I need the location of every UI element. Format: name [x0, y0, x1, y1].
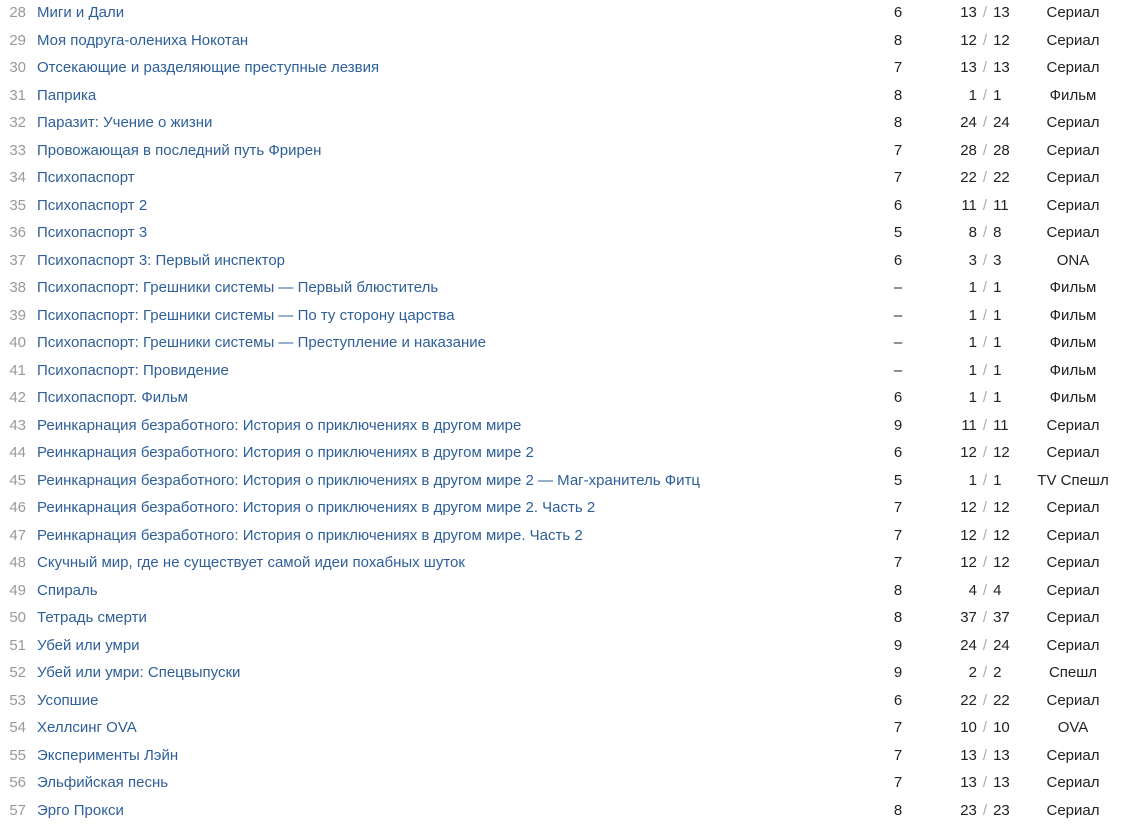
- row-number: 40: [9, 334, 26, 351]
- anime-title-link[interactable]: Реинкарнация безработного: История о приключениях в другом мире 2: [37, 444, 534, 461]
- anime-title-link[interactable]: Хеллсинг OVA: [37, 719, 137, 736]
- episodes-total: 1: [993, 279, 1002, 296]
- episodes-separator: /: [982, 664, 988, 681]
- row-number: 36: [9, 224, 26, 241]
- user-score: 8: [893, 31, 903, 49]
- anime-kind: Сериал: [1046, 746, 1100, 764]
- episodes-progress: [938, 334, 1032, 352]
- episodes-watched: 24: [960, 114, 977, 131]
- episodes-separator: /: [982, 609, 988, 626]
- anime-title-link[interactable]: Паприка: [37, 86, 97, 104]
- episodes-total: 24: [993, 636, 1010, 654]
- table-row: [0, 275, 1129, 303]
- user-score: –: [893, 334, 903, 351]
- anime-kind: Сериал: [1046, 31, 1100, 49]
- row-number: 50: [9, 609, 26, 626]
- episodes-progress: [938, 554, 1032, 572]
- episodes-total: 11: [993, 196, 1009, 214]
- anime-kind: Сериал: [1046, 4, 1100, 21]
- episodes-progress: [938, 444, 1032, 462]
- row-number: 42: [9, 389, 26, 406]
- anime-kind: Сериал: [1046, 609, 1100, 626]
- episodes-watched: 1: [968, 361, 977, 379]
- table-row: [0, 83, 1129, 111]
- user-score: –: [893, 279, 903, 296]
- episodes-total: 13: [993, 774, 1010, 791]
- row-number: 35: [9, 196, 26, 214]
- table-row: [0, 330, 1129, 358]
- anime-kind: ONA: [1056, 251, 1090, 269]
- anime-kind: Фильм: [1049, 389, 1097, 406]
- episodes-watched: 12: [960, 31, 977, 49]
- user-score: 7: [893, 774, 903, 791]
- episodes-progress: [938, 252, 1032, 270]
- user-score: 8: [893, 86, 903, 104]
- episodes-total: 28: [993, 141, 1010, 159]
- episodes-watched: 11: [961, 196, 977, 214]
- episodes-separator: /: [982, 416, 988, 434]
- episodes-watched: 28: [960, 141, 977, 159]
- row-number: 51: [9, 636, 26, 654]
- episodes-progress: [938, 417, 1032, 435]
- episodes-total: 8: [993, 224, 1002, 241]
- anime-title-link[interactable]: Моя подруга-олениха Нокотан: [37, 31, 249, 49]
- episodes-watched: 22: [960, 169, 977, 186]
- anime-title-link[interactable]: Миги и Дали: [37, 4, 125, 21]
- episodes-total: 22: [993, 691, 1010, 709]
- episodes-total: 1: [993, 471, 1002, 489]
- episodes-separator: /: [982, 196, 988, 214]
- episodes-progress: [938, 32, 1032, 50]
- episodes-progress: [938, 142, 1032, 160]
- episodes-progress: [938, 197, 1032, 215]
- table-row: [0, 660, 1129, 688]
- table-row: [0, 193, 1129, 221]
- table-row: [0, 633, 1129, 661]
- anime-title-link[interactable]: Провожающая в последний путь Фрирен: [37, 141, 322, 159]
- episodes-total: 24: [993, 114, 1010, 131]
- anime-kind: Сериал: [1046, 526, 1100, 544]
- anime-kind: Сериал: [1046, 114, 1100, 131]
- episodes-watched: 22: [960, 691, 977, 709]
- anime-title-link[interactable]: Тетрадь смерти: [37, 609, 147, 626]
- episodes-separator: /: [982, 4, 988, 21]
- episodes-watched: 3: [968, 251, 977, 269]
- anime-title-link[interactable]: Убей или умри: Спецвыпуски: [37, 664, 241, 681]
- episodes-progress: [938, 802, 1032, 820]
- anime-kind: Сериал: [1046, 169, 1100, 186]
- episodes-total: 1: [993, 361, 1002, 379]
- table-row: [0, 578, 1129, 606]
- row-number: 56: [9, 774, 26, 791]
- episodes-total: 37: [993, 609, 1010, 626]
- user-score: 5: [893, 471, 903, 489]
- episodes-total: 12: [993, 526, 1010, 544]
- row-number: 43: [9, 416, 26, 434]
- episodes-total: 23: [993, 801, 1010, 819]
- anime-kind: Сериал: [1046, 224, 1100, 241]
- episodes-total: 10: [993, 719, 1010, 736]
- user-score: 6: [893, 251, 903, 269]
- anime-kind: Сериал: [1046, 59, 1100, 76]
- row-number: 48: [9, 554, 26, 571]
- user-score: 9: [893, 636, 903, 654]
- table-row: [0, 440, 1129, 468]
- user-score: 6: [893, 196, 903, 214]
- episodes-watched: 8: [968, 224, 977, 241]
- row-number: 39: [9, 306, 26, 324]
- user-score: 7: [893, 169, 903, 186]
- user-score: 9: [893, 664, 903, 681]
- user-score: 7: [893, 499, 903, 516]
- episodes-progress: [938, 59, 1032, 77]
- episodes-progress: [938, 87, 1032, 105]
- episodes-watched: 37: [960, 609, 977, 626]
- row-number: 45: [9, 471, 26, 489]
- episodes-progress: [938, 664, 1032, 682]
- user-score: 9: [893, 416, 903, 434]
- anime-title-link[interactable]: Психопаспорт: [37, 169, 135, 186]
- episodes-separator: /: [982, 114, 988, 131]
- user-score: 6: [893, 691, 903, 709]
- table-row: [0, 743, 1129, 771]
- user-score: 7: [893, 746, 903, 764]
- user-score: –: [893, 306, 903, 324]
- episodes-separator: /: [982, 581, 988, 599]
- anime-kind: Сериал: [1046, 416, 1100, 434]
- table-row: [0, 55, 1129, 83]
- episodes-watched: 10: [960, 719, 977, 736]
- row-number: 38: [9, 279, 26, 296]
- anime-kind: OVA: [1057, 719, 1089, 736]
- row-number: 34: [9, 169, 26, 186]
- episodes-progress: [938, 719, 1032, 737]
- episodes-progress: [938, 774, 1032, 792]
- episodes-watched: 1: [968, 279, 977, 296]
- row-number: 54: [9, 719, 26, 736]
- episodes-watched: 13: [960, 746, 977, 764]
- anime-title-link[interactable]: Эльфийская песнь: [37, 774, 169, 791]
- episodes-watched: 11: [961, 416, 977, 434]
- episodes-progress: [938, 169, 1032, 187]
- episodes-separator: /: [982, 86, 988, 104]
- row-number: 28: [9, 4, 26, 21]
- table-row: [0, 138, 1129, 166]
- episodes-total: 2: [993, 664, 1002, 681]
- anime-title-link[interactable]: Психопаспорт 3: Первый инспектор: [37, 251, 285, 269]
- anime-title-link[interactable]: Отсекающие и разделяющие преступные лезвия: [37, 59, 380, 76]
- table-row: [0, 550, 1129, 578]
- user-score: 6: [893, 389, 903, 406]
- episodes-separator: /: [982, 361, 988, 379]
- episodes-separator: /: [982, 444, 988, 461]
- table-row: [0, 248, 1129, 276]
- episodes-separator: /: [982, 59, 988, 76]
- episodes-watched: 13: [960, 59, 977, 76]
- anime-kind: Фильм: [1049, 334, 1097, 351]
- episodes-progress: [938, 692, 1032, 710]
- episodes-total: 4: [993, 581, 1002, 599]
- episodes-watched: 1: [968, 306, 977, 324]
- anime-kind: Сериал: [1046, 444, 1100, 461]
- user-score: 7: [893, 141, 903, 159]
- anime-title-link[interactable]: Психопаспорт 2: [37, 196, 148, 214]
- episodes-separator: /: [982, 279, 988, 296]
- episodes-progress: [938, 747, 1032, 765]
- table-row: [0, 715, 1129, 743]
- episodes-separator: /: [982, 224, 988, 241]
- row-number: 57: [9, 801, 26, 819]
- user-score: 8: [893, 114, 903, 131]
- user-score: 6: [893, 4, 903, 21]
- anime-title-link[interactable]: Реинкарнация безработного: История о приключениях в другом мире 2 — Маг-хранитель Фитц: [37, 471, 701, 489]
- table-row: [0, 770, 1129, 798]
- user-score: 8: [893, 801, 903, 819]
- episodes-progress: [938, 279, 1032, 297]
- anime-kind: Фильм: [1049, 361, 1097, 379]
- row-number: 41: [9, 361, 26, 379]
- row-number: 46: [9, 499, 26, 516]
- episodes-progress: [938, 362, 1032, 380]
- anime-kind: Фильм: [1049, 86, 1097, 104]
- row-number: 30: [9, 59, 26, 76]
- anime-title-link[interactable]: Психопаспорт: Грешники системы — Преступление и наказание: [37, 334, 486, 351]
- anime-kind: TV Спешл: [1037, 471, 1109, 489]
- episodes-progress: [938, 114, 1032, 132]
- row-number: 53: [9, 691, 26, 709]
- episodes-separator: /: [982, 334, 988, 351]
- user-score: 8: [893, 609, 903, 626]
- anime-kind: Сериал: [1046, 636, 1100, 654]
- episodes-separator: /: [982, 554, 988, 571]
- anime-kind: Сериал: [1046, 196, 1100, 214]
- anime-title-link[interactable]: Эрго Прокси: [37, 801, 124, 819]
- anime-kind: Сериал: [1046, 554, 1100, 571]
- episodes-progress: [938, 609, 1032, 627]
- anime-kind: Сериал: [1046, 691, 1100, 709]
- episodes-progress: [938, 4, 1032, 22]
- anime-kind: Фильм: [1049, 279, 1097, 296]
- table-row: [0, 688, 1129, 716]
- episodes-separator: /: [982, 774, 988, 791]
- episodes-total: 12: [993, 554, 1010, 571]
- anime-title-link[interactable]: Паразит: Учение о жизни: [37, 114, 213, 131]
- episodes-watched: 1: [968, 471, 977, 489]
- row-number: 33: [9, 141, 26, 159]
- episodes-separator: /: [982, 636, 988, 654]
- row-number: 31: [9, 86, 26, 104]
- episodes-progress: [938, 582, 1032, 600]
- anime-kind: Сериал: [1046, 801, 1100, 819]
- user-score: 5: [893, 224, 903, 241]
- table-row: [0, 165, 1129, 193]
- episodes-total: 3: [993, 251, 1002, 269]
- row-number: 29: [9, 31, 26, 49]
- anime-title-link[interactable]: Психопаспорт: Грешники системы — По ту сторону царства: [37, 306, 455, 324]
- episodes-separator: /: [982, 801, 988, 819]
- anime-kind: Сериал: [1046, 774, 1100, 791]
- table-row: [0, 468, 1129, 496]
- episodes-watched: 1: [968, 334, 977, 351]
- episodes-total: 12: [993, 31, 1010, 49]
- anime-title-link[interactable]: Эксперименты Лэйн: [37, 746, 179, 764]
- episodes-watched: 2: [968, 664, 977, 681]
- anime-title-link[interactable]: Реинкарнация безработного: История о приключениях в другом мире. Часть 2: [37, 526, 583, 544]
- episodes-progress: [938, 472, 1032, 490]
- table-row: [0, 605, 1129, 633]
- table-row: [0, 110, 1129, 138]
- anime-title-link[interactable]: Спираль: [37, 581, 98, 599]
- row-number: 44: [9, 444, 26, 461]
- row-number: 37: [9, 251, 26, 269]
- episodes-total: 12: [993, 444, 1010, 461]
- episodes-watched: 4: [968, 581, 977, 599]
- episodes-watched: 12: [960, 554, 977, 571]
- table-row: [0, 220, 1129, 248]
- episodes-separator: /: [982, 746, 988, 764]
- episodes-separator: /: [982, 306, 988, 324]
- anime-title-link[interactable]: Усопшие: [37, 691, 99, 709]
- episodes-separator: /: [982, 251, 988, 269]
- table-row: [0, 385, 1129, 413]
- anime-title-link[interactable]: Психопаспорт: Грешники системы — Первый блюститель: [37, 279, 439, 296]
- row-number: 47: [9, 526, 26, 544]
- anime-kind: Спешл: [1048, 664, 1098, 681]
- episodes-progress: [938, 307, 1032, 325]
- episodes-progress: [938, 637, 1032, 655]
- episodes-separator: /: [982, 169, 988, 186]
- episodes-separator: /: [982, 389, 988, 406]
- table-row: [0, 358, 1129, 386]
- episodes-progress: [938, 499, 1032, 517]
- episodes-watched: 13: [960, 774, 977, 791]
- episodes-separator: /: [982, 499, 988, 516]
- row-number: 32: [9, 114, 26, 131]
- anime-kind: Сериал: [1046, 141, 1100, 159]
- episodes-separator: /: [982, 31, 988, 49]
- episodes-total: 1: [993, 86, 1002, 104]
- user-score: 8: [893, 581, 903, 599]
- episodes-watched: 12: [960, 499, 977, 516]
- episodes-total: 1: [993, 306, 1002, 324]
- episodes-total: 1: [993, 389, 1002, 406]
- episodes-watched: 12: [960, 444, 977, 461]
- episodes-total: 12: [993, 499, 1010, 516]
- table-row: [0, 28, 1129, 56]
- row-number: 49: [9, 581, 26, 599]
- row-number: 55: [9, 746, 26, 764]
- episodes-separator: /: [982, 471, 988, 489]
- episodes-watched: 24: [960, 636, 977, 654]
- anime-kind: Сериал: [1046, 581, 1100, 599]
- anime-title-link[interactable]: Психопаспорт. Фильм: [37, 389, 188, 406]
- episodes-watched: 1: [968, 389, 977, 406]
- episodes-separator: /: [982, 719, 988, 736]
- episodes-watched: 13: [960, 4, 977, 21]
- episodes-watched: 1: [968, 86, 977, 104]
- table-row: [0, 523, 1129, 551]
- episodes-watched: 12: [960, 526, 977, 544]
- episodes-progress: [938, 389, 1032, 407]
- episodes-watched: 23: [960, 801, 977, 819]
- anime-title-link[interactable]: Психопаспорт: Провидение: [37, 361, 229, 379]
- episodes-total: 13: [993, 4, 1010, 21]
- anime-title-link[interactable]: Реинкарнация безработного: История о приключениях в другом мире 2. Часть 2: [37, 499, 596, 516]
- table-row: [0, 798, 1129, 826]
- episodes-progress: [938, 224, 1032, 242]
- user-score: 6: [893, 444, 903, 461]
- row-number: 52: [9, 664, 26, 681]
- anime-title-link[interactable]: Скучный мир, где не существует самой идеи похабных шуток: [37, 554, 465, 571]
- user-score: –: [893, 361, 903, 379]
- episodes-separator: /: [982, 691, 988, 709]
- episodes-separator: /: [982, 526, 988, 544]
- episodes-total: 11: [993, 416, 1009, 434]
- episodes-separator: /: [982, 141, 988, 159]
- episodes-progress: [938, 527, 1032, 545]
- user-score: 7: [893, 554, 903, 571]
- user-score: 7: [893, 526, 903, 544]
- anime-title-link[interactable]: Реинкарнация безработного: История о приключениях в другом мире: [37, 416, 522, 434]
- anime-kind: Сериал: [1046, 499, 1100, 516]
- table-row: [0, 413, 1129, 441]
- user-score: 7: [893, 719, 903, 736]
- episodes-total: 1: [993, 334, 1002, 351]
- anime-kind: Фильм: [1049, 306, 1097, 324]
- user-score: 7: [893, 59, 903, 76]
- table-row: [0, 495, 1129, 523]
- episodes-total: 13: [993, 746, 1010, 764]
- table-row: [0, 0, 1129, 28]
- episodes-total: 22: [993, 169, 1010, 186]
- anime-title-link[interactable]: Психопаспорт 3: [37, 224, 148, 241]
- anime-title-link[interactable]: Убей или умри: [37, 636, 140, 654]
- table-row: [0, 303, 1129, 331]
- episodes-total: 13: [993, 59, 1010, 76]
